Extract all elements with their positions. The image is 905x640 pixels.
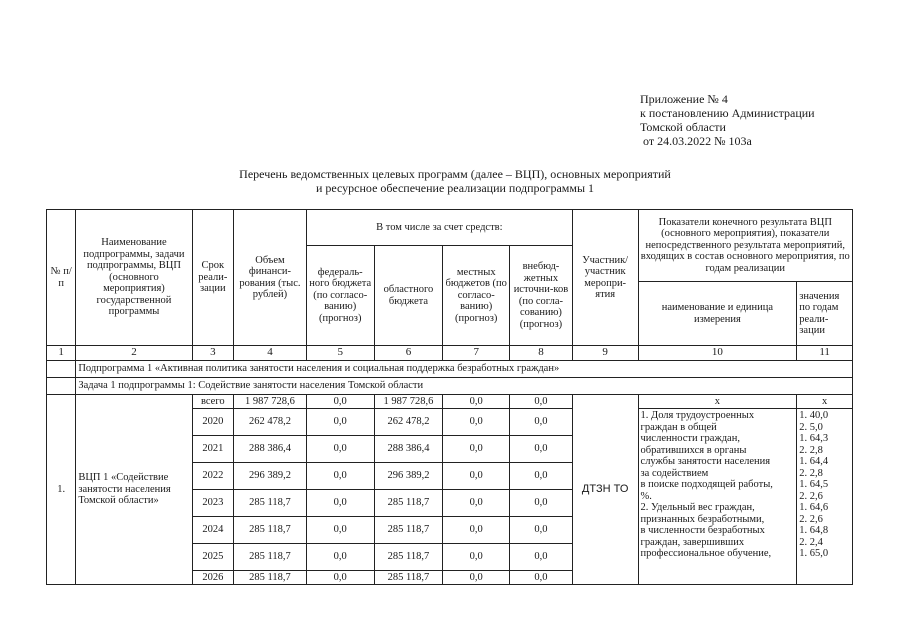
year-term: 2021 <box>192 436 233 463</box>
year-extra: 0,0 <box>510 544 573 571</box>
year-volume: 285 118,7 <box>234 571 307 585</box>
year-local: 0,0 <box>443 571 510 585</box>
indicator-value-x: х <box>797 395 853 409</box>
year-local: 0,0 <box>443 517 510 544</box>
indicator-description: 1. Доля трудоустроенных граждан в общей численности граждан, обратившихся в органы службы занятости населения за содействием в поиске подходящей работы, %. 2. Удельный вес граждан, признанных безработными, в численности безработных граждан, завершивших профессиональное обучение, <box>638 409 797 585</box>
document-title <box>150 167 760 195</box>
year-regional: 262 478,2 <box>374 409 443 436</box>
year-federal: 0,0 <box>306 517 374 544</box>
year-volume: 296 389,2 <box>234 463 307 490</box>
year-federal: 0,0 <box>306 436 374 463</box>
year-federal: 0,0 <box>306 463 374 490</box>
task-title: Задача 1 подпрограммы 1: Содействие занятости населения Томской области <box>76 378 853 395</box>
header-incl: В том числе за счет средств: <box>306 210 572 246</box>
header-local: местных бюджетов (по согласо-ванию) (прогноз) <box>443 246 510 346</box>
year-federal: 0,0 <box>306 409 374 436</box>
year-extra: 0,0 <box>510 463 573 490</box>
title-line-1: Перечень ведомственных целевых программ (далее – ВЦП), основных мероприятий <box>239 167 671 181</box>
indicator-x: х <box>638 395 797 409</box>
year-local: 0,0 <box>443 544 510 571</box>
year-extra: 0,0 <box>510 517 573 544</box>
year-volume: 262 478,2 <box>234 409 307 436</box>
header-term: Срок реали-зации <box>192 210 233 346</box>
year-regional: 288 386,4 <box>374 436 443 463</box>
year-volume: 1 987 728,6 <box>234 395 307 409</box>
col-number: 4 <box>234 346 307 361</box>
header-num: № п/п <box>47 210 76 346</box>
year-local: 0,0 <box>443 409 510 436</box>
col-number: 9 <box>572 346 638 361</box>
year-federal: 0,0 <box>306 571 374 585</box>
col-number: 8 <box>510 346 573 361</box>
year-extra: 0,0 <box>510 395 573 409</box>
year-regional: 285 118,7 <box>374 571 443 585</box>
appendix-line-4: от 24.03.2022 № 103а <box>640 134 752 148</box>
year-regional: 1 987 728,6 <box>374 395 443 409</box>
year-extra: 0,0 <box>510 436 573 463</box>
year-term: 2024 <box>192 517 233 544</box>
year-term: 2022 <box>192 463 233 490</box>
col-number: 7 <box>443 346 510 361</box>
year-term: 2026 <box>192 571 233 585</box>
header-name: Наименование подпрограммы, задачи подпрограммы, ВЦП (основного мероприятия) государственной программы <box>76 210 192 346</box>
year-extra: 0,0 <box>510 571 573 585</box>
col-number: 11 <box>797 346 853 361</box>
header-ind-values: значения по годам реали-зации <box>797 282 853 346</box>
program-table <box>46 209 853 585</box>
year-local: 0,0 <box>443 490 510 517</box>
year-term: 2023 <box>192 490 233 517</box>
year-federal: 0,0 <box>306 395 374 409</box>
year-local: 0,0 <box>443 395 510 409</box>
year-term: всего <box>192 395 233 409</box>
col-number: 10 <box>638 346 797 361</box>
year-regional: 285 118,7 <box>374 490 443 517</box>
responsible-department: ДТЗН ТО <box>572 395 638 585</box>
col-number: 3 <box>192 346 233 361</box>
subprogram-title: Подпрограмма 1 «Активная политика занятости населения и социальная поддержка безработных граждан» <box>76 361 853 378</box>
year-term: 2025 <box>192 544 233 571</box>
title-line-2: и ресурсное обеспечение реализации подпрограммы 1 <box>315 181 595 195</box>
year-volume: 285 118,7 <box>234 544 307 571</box>
row-number: 1. <box>47 395 76 585</box>
year-volume: 285 118,7 <box>234 517 307 544</box>
year-federal: 0,0 <box>306 544 374 571</box>
appendix-note <box>640 92 815 148</box>
year-local: 0,0 <box>443 436 510 463</box>
col-number: 2 <box>76 346 192 361</box>
year-regional: 296 389,2 <box>374 463 443 490</box>
year-federal: 0,0 <box>306 490 374 517</box>
col-number: 6 <box>374 346 443 361</box>
year-extra: 0,0 <box>510 409 573 436</box>
header-ind-name: наименование и единица измерения <box>638 282 797 346</box>
header-volume: Объем финанси-рования (тыс. рублей) <box>234 210 307 346</box>
row-program-name: ВЦП 1 «Содействие занятости населения Томской области» <box>76 395 192 585</box>
col-number: 1 <box>47 346 76 361</box>
year-volume: 285 118,7 <box>234 490 307 517</box>
header-regional: областного бюджета <box>374 246 443 346</box>
appendix-line-1: Приложение № 4 <box>640 92 728 106</box>
header-federal: федераль-ного бюджета (по согласо-ванию) (прогноз) <box>306 246 374 346</box>
year-regional: 285 118,7 <box>374 544 443 571</box>
appendix-line-2: к постановлению Администрации <box>640 106 815 120</box>
header-extra: внебюд-жетных источни-ков (по согла-сованию) (прогноз) <box>510 246 573 346</box>
header-participant: Участник/ участник меропри-ятия <box>572 210 638 346</box>
header-indicators: Показатели конечного результата ВЦП (основного мероприятия), показатели непосредственного результата мероприятий, входящих в состав основного мероприятия, по годам реализации <box>638 210 852 282</box>
year-regional: 285 118,7 <box>374 517 443 544</box>
col-number: 5 <box>306 346 374 361</box>
year-extra: 0,0 <box>510 490 573 517</box>
appendix-line-3: Томской области <box>640 120 726 134</box>
year-term: 2020 <box>192 409 233 436</box>
year-local: 0,0 <box>443 463 510 490</box>
indicator-values: 1. 40,0 2. 5,0 1. 64,3 2. 2,8 1. 64,4 2. 2,8 1. 64,5 2. 2,6 1. 64,6 2. 2,6 1. 64,8 2. 2,4 1. 65,0 <box>797 409 853 585</box>
year-volume: 288 386,4 <box>234 436 307 463</box>
